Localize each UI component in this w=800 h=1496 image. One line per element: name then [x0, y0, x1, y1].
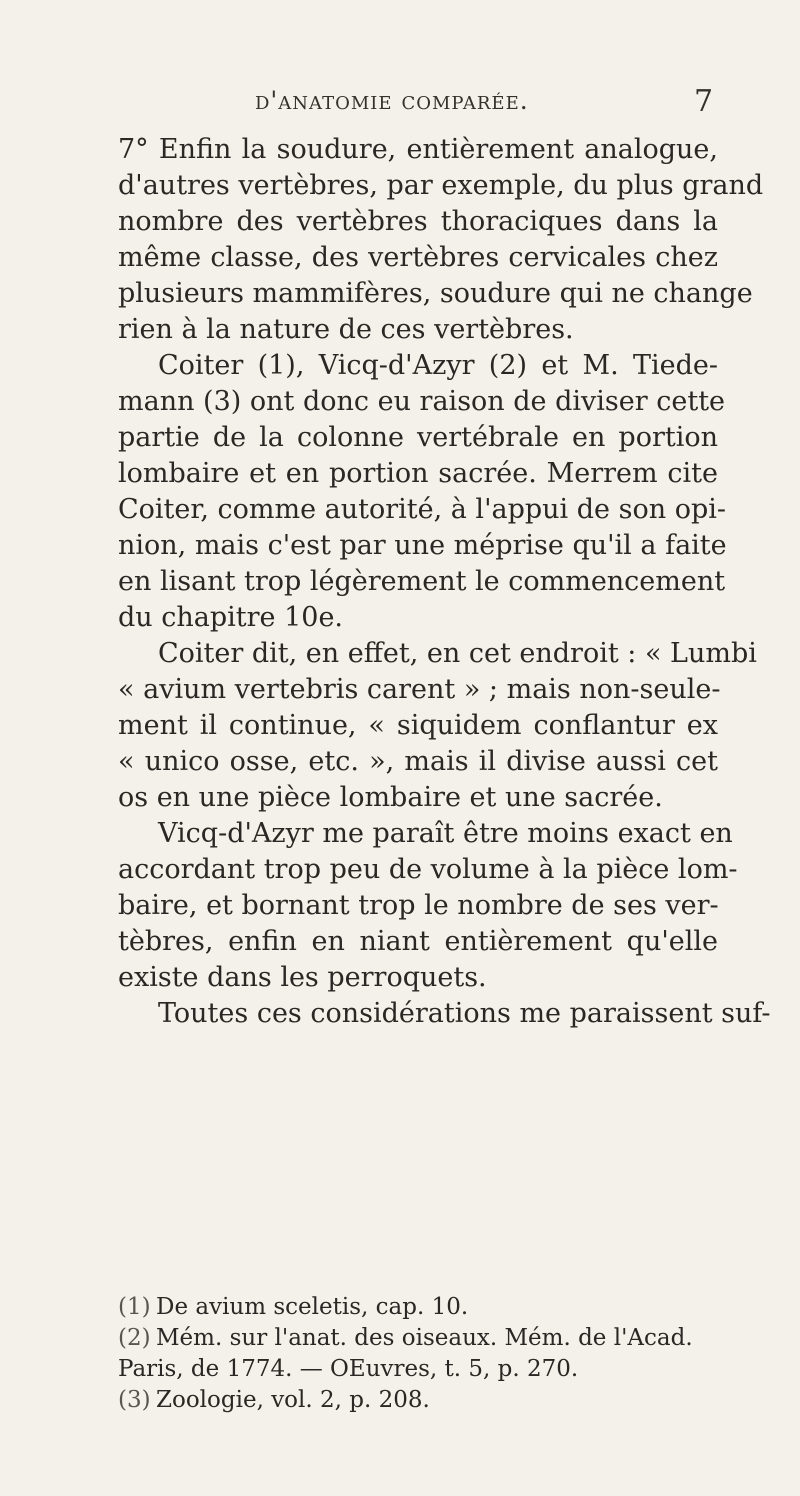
body-text: [118, 132, 771, 1032]
text-line: mann (3) ont donc eu raison de diviser cette: [118, 386, 726, 417]
text-line: « avium vertebris carent » ; mais non-seule-: [118, 674, 721, 705]
text-line: Coiter, comme autorité, à l'appui de son opi-: [118, 494, 726, 525]
text-line: même classe, des vertèbres cervicales chez: [118, 242, 718, 273]
text-line: plusieurs mammifères, soudure qui ne change: [118, 278, 753, 309]
running-title: d'anatomie comparée.: [255, 86, 529, 115]
text-line: 7° Enfin la soudure, entièrement analogue,: [118, 134, 718, 165]
footnote: [118, 1323, 758, 1354]
text-line: rien à la nature de ces vertèbres.: [118, 314, 574, 345]
footnote-mark: (1): [118, 1294, 151, 1320]
text-line: « unico osse, etc. », mais il divise aussi cet: [118, 746, 718, 777]
text-line: d'autres vertèbres, par exemple, du plus grand: [118, 170, 764, 201]
footnote: [118, 1292, 758, 1323]
footnote-text: De avium sceletis, cap. 10.: [156, 1294, 469, 1320]
text-line: Coiter dit, en effet, en cet endroit : « Lumbi: [158, 638, 757, 669]
footnote-text: Zoologie, vol. 2, p. 208.: [156, 1387, 430, 1413]
running-head: [0, 86, 800, 126]
footnote-text: Paris, de 1774. — OEuvres, t. 5, p. 270.: [118, 1356, 579, 1382]
footnote-text: Mém. sur l'anat. des oiseaux. Mém. de l'Acad.: [156, 1325, 693, 1351]
text-line: Vicq-d'Azyr me paraît être moins exact en: [158, 818, 733, 849]
page-number: 7: [694, 84, 714, 119]
text-line: nion, mais c'est par une méprise qu'il a faite: [118, 530, 727, 561]
text-line: nombre des vertèbres thoraciques dans la: [118, 206, 718, 237]
text-line: baire, et bornant trop le nombre de ses ver-: [118, 890, 719, 921]
text-line: du chapitre 10e.: [118, 602, 344, 633]
text-line: Coiter (1), Vicq-d'Azyr (2) et M. Tiede-: [158, 350, 718, 381]
text-line: en lisant trop légèrement le commencement: [118, 566, 726, 597]
footnotes: [118, 1292, 758, 1416]
footnote: [118, 1385, 758, 1416]
text-line: tèbres, enfin en niant entièrement qu'elle: [118, 926, 718, 957]
footnote-mark: (2): [118, 1325, 151, 1351]
text-line: accordant trop peu de volume à la pièce lom-: [118, 854, 738, 885]
footnote-mark: (3): [118, 1387, 151, 1413]
text-line: ment il continue, « siquidem conflantur ex: [118, 710, 718, 741]
text-line: lombaire et en portion sacrée. Merrem cite: [118, 458, 718, 489]
text-line: existe dans les perroquets.: [118, 962, 487, 993]
footnote-continuation: [118, 1354, 758, 1385]
text-line: partie de la colonne vertébrale en portion: [118, 422, 718, 453]
text-line: Toutes ces considérations me paraissent suf-: [158, 998, 771, 1029]
text-line: os en une pièce lombaire et une sacrée.: [118, 782, 663, 813]
